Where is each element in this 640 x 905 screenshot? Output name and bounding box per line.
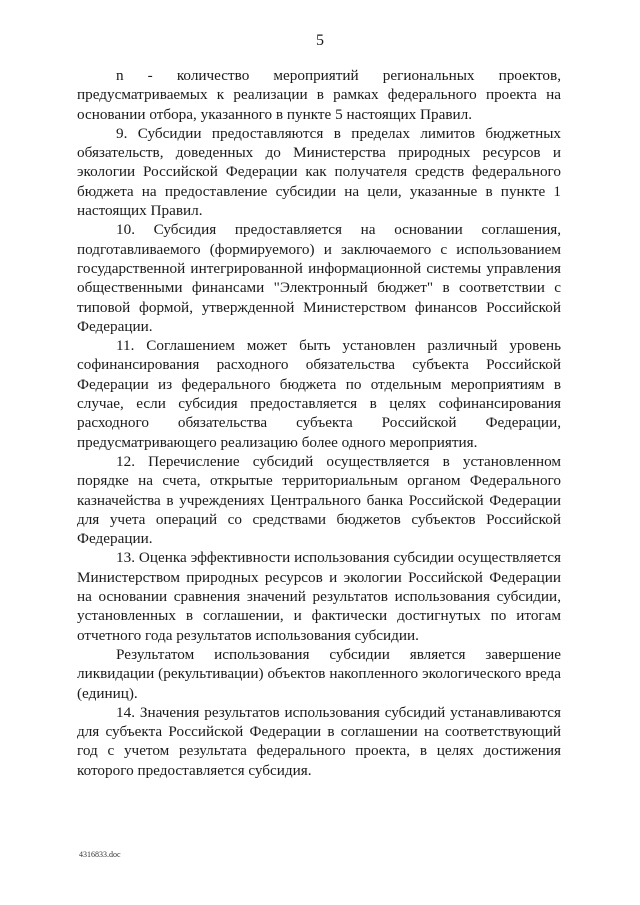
paragraph-13: 13. Оценка эффективности использования субсидии осуществляется Министерством природных ресурсов и экологии Российской Федерации на основании сравнения значений результатов использования субсидии, установленных в соглашении, и фактически достигнутых по итогам отчетного года результатов использования субсидии. [77,549,561,644]
document-body [77,66,561,780]
paragraph-10: 10. Субсидия предоставляется на основании соглашения, подготавливаемого (формируемого) и заключаемого с использованием государственной интегрированной информационной системы управления общественными финансами "Электронный бюджет" в соответствии с типовой формой, утвержденной Министерством финансов Российской Федерации. [77,221,561,335]
paragraph-9: 9. Субсидии предоставляются в пределах лимитов бюджетных обязательств, доведенных до Министерства природных ресурсов и экологии Российской Федерации как получателя средств федерального бюджета на предоставление субсидии на цели, указанные в пункте 1 настоящих Правил. [77,124,561,220]
page-number: 5 [316,32,324,49]
paragraph-n-definition: n - количество мероприятий региональных проектов, предусматриваемых к реализации в рамках федерального проекта на основании отбора, указанного в пункте 5 настоящих Правил. [77,67,561,123]
paragraph-11: 11. Соглашением может быть установлен различный уровень софинансирования расходного обязательства субъекта Российской Федерации из федерального бюджета по отдельным мероприятиям в случае, если субсидия предоставляется в целях софинансирования расходного обязательства субъекта Российской Федерации, предусматривающего реализацию более одного мероприятия. [77,337,561,451]
paragraph-13-result: Результатом использования субсидии является завершение ликвидации (рекультивации) объектов накопленного экологического вреда (единиц). [77,645,561,702]
footer-filename: 4316833.doc [79,850,121,859]
paragraph-12: 12. Перечисление субсидий осуществляется в установленном порядке на счета, открытые территориальным органом Федерального казначейства в учреждениях Центрального банка Российской Федерации для учета операций со средствами бюджетов субъектов Российской Федерации. [77,452,561,548]
paragraph-14: 14. Значения результатов использования субсидий устанавливаются для субъекта Российской Федерации в соглашении на соответствующий год с учетом результата федерального проекта, в целях достижения которого предоставляется субсидия. [77,703,561,779]
